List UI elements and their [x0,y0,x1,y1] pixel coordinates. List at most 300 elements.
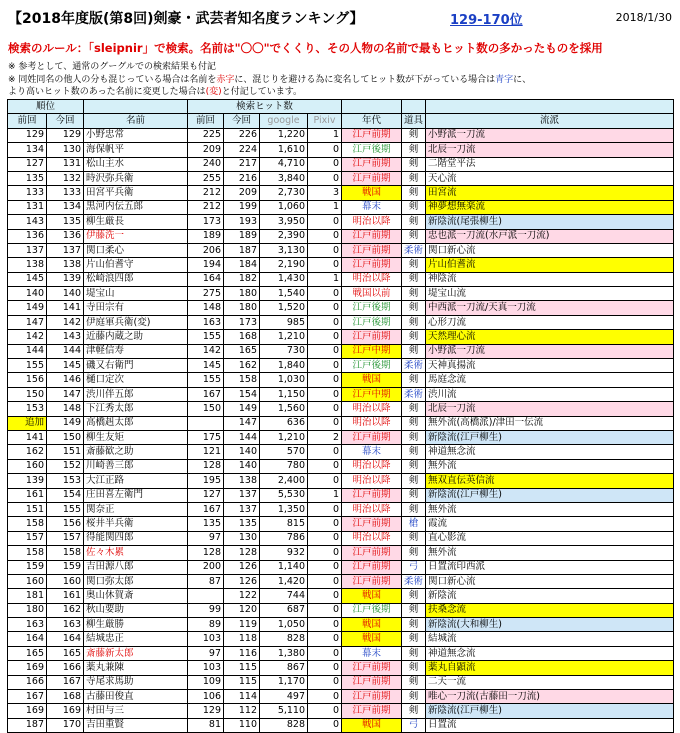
cell-era: 戦国以前 [342,287,402,301]
cell-hits-prev: 129 [188,704,224,718]
cell-name: 得能関四郎 [84,531,188,545]
table-row [8,430,674,444]
cell-hits-prev: 212 [188,200,224,214]
cell-era: 江戸前期 [342,229,402,243]
cell-pixiv-hits: 0 [308,560,342,574]
cell-now-rank: 129 [47,128,84,142]
group-hits-header: 検索ヒット数 [188,100,342,114]
cell-era: 江戸後期 [342,315,402,329]
cell-hits-prev: 164 [188,272,224,286]
cell-school: 片山伯耆流 [426,258,674,272]
cell-prev-rank: 169 [8,661,47,675]
table-row [8,474,674,488]
cell-hits-now: 126 [224,574,260,588]
cell-hits-prev: 87 [188,574,224,588]
cell-school: 忠也派一刀流(水戸派一刀流) [426,229,674,243]
cell-prev-rank: 127 [8,157,47,171]
cell-era: 明治以降 [342,459,402,473]
cell-now-rank: 135 [47,215,84,229]
cell-school: 日置流 [426,718,674,732]
cell-google-hits: 1,420 [260,574,308,588]
cell-now-rank: 155 [47,502,84,516]
cell-school: 無外流(高橋派)/津田一伝流 [426,416,674,430]
cell-google-hits: 2,400 [260,474,308,488]
cell-hits-prev: 209 [188,143,224,157]
cell-hits-now: 135 [224,517,260,531]
cell-pixiv-hits: 0 [308,589,342,603]
cell-google-hits: 985 [260,315,308,329]
cell-era: 幕末 [342,445,402,459]
cell-google-hits: 828 [260,632,308,646]
cell-prev-rank: 151 [8,502,47,516]
cell-name: 斎藤新太郎 [84,646,188,660]
cell-name: 川崎善三郎 [84,459,188,473]
cell-era: 幕末 [342,646,402,660]
table-row [8,502,674,516]
cell-pixiv-hits: 0 [308,661,342,675]
cell-name: 渋川伴五郎 [84,387,188,401]
cell-prev-rank: 153 [8,402,47,416]
cell-now-rank: 134 [47,200,84,214]
table-group-header [8,100,674,114]
blank-header [84,100,188,114]
cell-era: 江戸前期 [342,171,402,185]
cell-now-rank: 154 [47,488,84,502]
cell-tool: 剣 [402,531,426,545]
cell-era: 江戸前期 [342,258,402,272]
cell-hits-now: 114 [224,690,260,704]
cell-school: 神道無念流 [426,646,674,660]
cell-prev-rank: 143 [8,215,47,229]
cell-school: 新陰流(江戸柳生) [426,704,674,718]
cell-hits-now: 168 [224,330,260,344]
cell-now-rank: 165 [47,646,84,660]
cell-name: 小野忠常 [84,128,188,142]
cell-school: 天然理心流 [426,330,674,344]
cell-name: 津軽信寿 [84,344,188,358]
col-name: 名前 [84,114,188,128]
cell-google-hits: 3,950 [260,215,308,229]
cell-prev-rank: 131 [8,200,47,214]
ranking-table-body [8,128,674,732]
cell-prev-rank: 157 [8,531,47,545]
cell-google-hits: 687 [260,603,308,617]
cell-pixiv-hits: 0 [308,675,342,689]
cell-name: 結城忠正 [84,632,188,646]
cell-school: 北辰一刀流 [426,143,674,157]
cell-school: 無外流 [426,546,674,560]
rank-range-link[interactable]: 129-170位 [450,13,523,28]
cell-pixiv-hits: 0 [308,315,342,329]
cell-tool: 剣 [402,200,426,214]
cell-hits-now: 144 [224,430,260,444]
cell-name: 柳生友矩 [84,430,188,444]
cell-pixiv-hits: 0 [308,387,342,401]
cell-google-hits: 1,560 [260,402,308,416]
cell-pixiv-hits: 0 [308,531,342,545]
cell-hits-now: 116 [224,646,260,660]
cell-hits-prev: 255 [188,171,224,185]
cell-school: 新陰流(江戸柳生) [426,488,674,502]
cell-pixiv-hits: 0 [308,258,342,272]
table-row [8,618,674,632]
cell-tool: 剣 [402,416,426,430]
blank-header [342,100,402,114]
cell-google-hits: 1,840 [260,359,308,373]
cell-tool: 剣 [402,157,426,171]
cell-google-hits: 1,030 [260,373,308,387]
note-text: と付記しています。 [221,87,302,97]
cell-school: 天神真揚流 [426,359,674,373]
cell-tool: 剣 [402,546,426,560]
cell-google-hits: 2,730 [260,186,308,200]
cell-now-rank: 151 [47,445,84,459]
cell-name: 奥山休賀斎 [84,589,188,603]
cell-name: 柳生厳勝 [84,618,188,632]
cell-tool: 剣 [402,704,426,718]
cell-pixiv-hits: 0 [308,402,342,416]
cell-now-rank: 149 [47,416,84,430]
note-text: より高いヒット数のあった名前に変更した場合は [8,87,206,97]
cell-hits-prev: 240 [188,157,224,171]
cell-google-hits: 815 [260,517,308,531]
group-rank-header: 順位 [8,100,84,114]
page-title: 【2018年度版(第8回)剣豪・武芸者知名度ランキング】 [8,11,364,27]
cell-tool: 剣 [402,589,426,603]
cell-tool: 剣 [402,402,426,416]
cell-google-hits: 744 [260,589,308,603]
cell-tool: 剣 [402,344,426,358]
cell-name: 大江正路 [84,474,188,488]
cell-pixiv-hits: 0 [308,344,342,358]
cell-prev-rank: 136 [8,229,47,243]
cell-google-hits: 1,540 [260,287,308,301]
cell-now-rank: 164 [47,632,84,646]
cell-pixiv-hits: 3 [308,186,342,200]
cell-era: 江戸前期 [342,157,402,171]
cell-now-rank: 139 [47,272,84,286]
cell-google-hits: 497 [260,690,308,704]
cell-pixiv-hits: 0 [308,502,342,516]
table-row [8,287,674,301]
cell-hits-prev: 275 [188,287,224,301]
date-label: 2018/1/30 [615,11,672,24]
cell-pixiv-hits: 0 [308,243,342,257]
cell-google-hits: 1,170 [260,675,308,689]
cell-hits-now: 130 [224,531,260,545]
table-row [8,675,674,689]
cell-name: 古藤田俊直 [84,690,188,704]
cell-hits-prev: 103 [188,661,224,675]
cell-name: 薬丸兼陳 [84,661,188,675]
cell-google-hits: 3,840 [260,171,308,185]
cell-hits-prev: 189 [188,229,224,243]
cell-hits-now: 180 [224,287,260,301]
cell-prev-rank: 147 [8,315,47,329]
cell-hits-now: 184 [224,258,260,272]
cell-prev-rank: 155 [8,359,47,373]
cell-tool: 剣 [402,315,426,329]
cell-school: 関口新心流 [426,243,674,257]
cell-tool: 剣 [402,171,426,185]
cell-tool: 剣 [402,646,426,660]
cell-hits-prev: 89 [188,618,224,632]
cell-name: 柳生厳長 [84,215,188,229]
cell-name: 関奈正 [84,502,188,516]
cell-now-rank: 162 [47,603,84,617]
cell-hits-prev: 109 [188,675,224,689]
cell-hits-prev: 127 [188,488,224,502]
table-row [8,718,674,732]
cell-school: 霞流 [426,517,674,531]
cell-era: 戦国 [342,718,402,732]
cell-era: 明治以降 [342,215,402,229]
table-row [8,143,674,157]
note-blue-keyword: 青字 [495,75,514,85]
cell-pixiv-hits: 0 [308,287,342,301]
table-row [8,661,674,675]
cell-hits-prev: 212 [188,186,224,200]
table-row [8,402,674,416]
cell-pixiv-hits: 0 [308,474,342,488]
table-row [8,373,674,387]
cell-tool: 弓 [402,560,426,574]
cell-name: 近藤内蔵之助 [84,330,188,344]
table-row [8,157,674,171]
table-row [8,704,674,718]
cell-now-rank: 156 [47,517,84,531]
cell-era: 江戸前期 [342,243,402,257]
cell-school: 扶桑念流 [426,603,674,617]
cell-school: 小野派一刀流 [426,344,674,358]
table-row [8,344,674,358]
cell-prev-rank: 135 [8,171,47,185]
cell-now-rank: 159 [47,560,84,574]
cell-google-hits: 730 [260,344,308,358]
cell-era: 明治以降 [342,272,402,286]
cell-prev-rank: 181 [8,589,47,603]
cell-school: 堤宝山流 [426,287,674,301]
table-row [8,603,674,617]
cell-tool: 弓 [402,718,426,732]
cell-name: 秋山要助 [84,603,188,617]
cell-google-hits: 1,350 [260,502,308,516]
cell-google-hits: 1,520 [260,301,308,315]
cell-prev-rank: 141 [8,430,47,444]
col-tool: 道具 [402,114,426,128]
table-row [8,646,674,660]
cell-prev-rank: 追加 [8,416,47,430]
note-red-keyword: 赤字 [216,75,235,85]
cell-school: 中西派一刀流/天真一刀流 [426,301,674,315]
cell-now-rank: 142 [47,315,84,329]
cell-era: 江戸前期 [342,330,402,344]
cell-prev-rank: 145 [8,272,47,286]
table-row [8,186,674,200]
cell-pixiv-hits: 0 [308,171,342,185]
table-row [8,387,674,401]
cell-tool: 剣 [402,186,426,200]
cell-era: 江戸前期 [342,574,402,588]
cell-hits-prev: 150 [188,402,224,416]
cell-tool: 剣 [402,330,426,344]
cell-school: 渋川流 [426,387,674,401]
table-row [8,690,674,704]
cell-hits-now: 149 [224,402,260,416]
cell-pixiv-hits: 0 [308,603,342,617]
cell-era: 明治以降 [342,474,402,488]
table-row [8,258,674,272]
table-row [8,128,674,142]
table-row [8,301,674,315]
cell-name: 関口弥太郎 [84,574,188,588]
cell-hits-now: 138 [224,474,260,488]
cell-tool: 剣 [402,128,426,142]
col-hits-now: 今回 [224,114,260,128]
cell-hits-prev: 194 [188,258,224,272]
cell-now-rank: 131 [47,157,84,171]
cell-school: 無外流 [426,459,674,473]
cell-pixiv-hits: 0 [308,718,342,732]
cell-google-hits: 1,140 [260,560,308,574]
cell-name: 桜井半兵衛 [84,517,188,531]
cell-prev-rank: 163 [8,618,47,632]
cell-pixiv-hits: 1 [308,128,342,142]
cell-hits-now: 119 [224,618,260,632]
cell-pixiv-hits: 2 [308,430,342,444]
cell-hits-prev: 155 [188,373,224,387]
cell-hits-prev: 163 [188,315,224,329]
cell-prev-rank: 134 [8,143,47,157]
cell-prev-rank: 161 [8,488,47,502]
cell-tool: 柔術 [402,387,426,401]
cell-google-hits: 4,710 [260,157,308,171]
cell-hits-now: 217 [224,157,260,171]
cell-pixiv-hits: 0 [308,157,342,171]
note-text: に、 [513,75,532,85]
cell-hits-now: 216 [224,171,260,185]
cell-era: 明治以降 [342,416,402,430]
table-row [8,229,674,243]
cell-name: 庄田喜左衛門 [84,488,188,502]
cell-prev-rank: 158 [8,517,47,531]
cell-tool: 剣 [402,488,426,502]
cell-google-hits: 3,130 [260,243,308,257]
cell-hits-now: 187 [224,243,260,257]
cell-tool: 柔術 [402,359,426,373]
cell-prev-rank: 159 [8,560,47,574]
cell-prev-rank: 165 [8,646,47,660]
cell-name: 樋口定次 [84,373,188,387]
cell-era: 戦国 [342,632,402,646]
cell-tool: 柔術 [402,243,426,257]
cell-hits-prev: 173 [188,215,224,229]
cell-now-rank: 136 [47,229,84,243]
cell-google-hits: 1,210 [260,330,308,344]
cell-hits-prev: 103 [188,632,224,646]
note-text: に、混じりを避ける為に変名してヒット数が下がっている場合は [234,75,496,85]
cell-school: 直心影流 [426,531,674,545]
cell-hits-now: 126 [224,560,260,574]
cell-now-rank: 133 [47,186,84,200]
cell-hits-prev: 148 [188,301,224,315]
cell-pixiv-hits: 0 [308,517,342,531]
cell-school: 田宮流 [426,186,674,200]
cell-now-rank: 163 [47,618,84,632]
cell-tool: 剣 [402,690,426,704]
cell-era: 戦国 [342,618,402,632]
cell-prev-rank: 187 [8,718,47,732]
cell-google-hits: 780 [260,459,308,473]
cell-pixiv-hits: 0 [308,618,342,632]
cell-hits-now: 122 [224,589,260,603]
cell-google-hits: 2,190 [260,258,308,272]
note-change-marker: (変) [205,87,222,97]
cell-pixiv-hits: 0 [308,229,342,243]
col-era: 年代 [342,114,402,128]
blank-header [402,100,426,114]
cell-hits-prev: 206 [188,243,224,257]
cell-now-rank: 160 [47,574,84,588]
cell-tool: 剣 [402,215,426,229]
table-row [8,215,674,229]
cell-name: 関口柔心 [84,243,188,257]
cell-now-rank: 144 [47,344,84,358]
cell-school: 二天一流 [426,675,674,689]
cell-era: 江戸前期 [342,704,402,718]
cell-google-hits: 867 [260,661,308,675]
cell-tool: 剣 [402,661,426,675]
cell-pixiv-hits: 0 [308,301,342,315]
cell-now-rank: 138 [47,258,84,272]
cell-google-hits: 5,530 [260,488,308,502]
cell-tool: 剣 [402,502,426,516]
cell-name: 伊庭軍兵衛(変) [84,315,188,329]
cell-era: 戦国 [342,589,402,603]
cell-google-hits: 1,430 [260,272,308,286]
cell-google-hits: 1,210 [260,430,308,444]
cell-era: 戦国 [342,373,402,387]
cell-google-hits: 570 [260,445,308,459]
cell-era: 江戸後期 [342,143,402,157]
cell-prev-rank: 129 [8,128,47,142]
cell-prev-rank: 137 [8,243,47,257]
cell-prev-rank: 158 [8,546,47,560]
cell-school: 日置流印西派 [426,560,674,574]
cell-now-rank: 132 [47,171,84,185]
table-row [8,445,674,459]
cell-google-hits: 2,390 [260,229,308,243]
cell-hits-prev: 195 [188,474,224,488]
cell-era: 江戸後期 [342,301,402,315]
cell-tool: 剣 [402,287,426,301]
cell-era: 江戸後期 [342,359,402,373]
cell-hits-prev [188,416,224,430]
cell-tool: 柔術 [402,574,426,588]
cell-hits-prev: 106 [188,690,224,704]
cell-hits-prev: 135 [188,517,224,531]
page-header [8,8,672,28]
table-row [8,200,674,214]
cell-prev-rank: 150 [8,387,47,401]
cell-now-rank: 130 [47,143,84,157]
cell-now-rank: 143 [47,330,84,344]
cell-hits-now: 158 [224,373,260,387]
cell-name: 田宮平兵衛 [84,186,188,200]
cell-school: 関口新心流 [426,574,674,588]
cell-google-hits: 1,150 [260,387,308,401]
cell-pixiv-hits: 1 [308,272,342,286]
